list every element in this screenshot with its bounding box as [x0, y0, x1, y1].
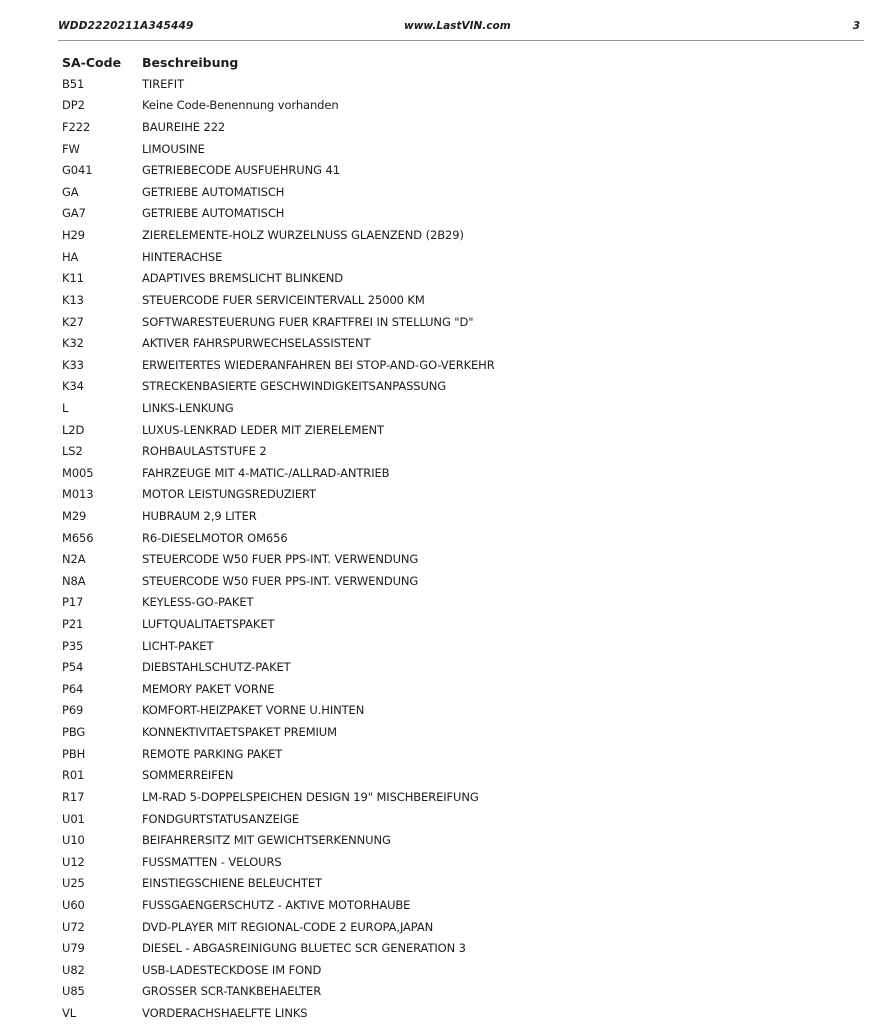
table-row — [62, 311, 842, 333]
description-cell: MOTOR LEISTUNGSREDUZIERT — [142, 487, 316, 502]
sa-code-cell: HA — [62, 249, 79, 264]
table-row — [62, 397, 842, 419]
table-row — [62, 289, 842, 311]
sa-code-cell: P64 — [62, 681, 84, 696]
table-row — [62, 592, 842, 614]
description-cell: STEUERCODE W50 FUER PPS-INT. VERWENDUNG — [142, 552, 419, 567]
table-row — [62, 376, 842, 398]
sa-code-cell: U72 — [62, 919, 85, 934]
table-row — [62, 203, 842, 225]
sa-code-cell: H29 — [62, 228, 85, 243]
table-row — [62, 678, 842, 700]
description-cell: FUSSMATTEN - VELOURS — [142, 854, 282, 869]
table-row — [62, 95, 842, 117]
sa-code-cell: U01 — [62, 811, 85, 826]
sa-code-cell: U79 — [62, 941, 85, 956]
description-cell: LUFTQUALITAETSPAKET — [142, 617, 275, 632]
sa-code-cell: U85 — [62, 984, 85, 999]
site-url: www.LastVIN.com — [404, 20, 511, 32]
table-row — [62, 527, 842, 549]
description-cell: GROSSER SCR-TANKBEHAELTER — [142, 984, 322, 999]
description-cell: DIEBSTAHLSCHUTZ-PAKET — [142, 660, 291, 675]
sa-code-cell: K13 — [62, 292, 84, 307]
table-row — [62, 613, 842, 635]
description-cell: HUBRAUM 2,9 LITER — [142, 508, 257, 523]
description-cell: SOFTWARESTEUERUNG FUER KRAFTFREI IN STELLUNG "D" — [142, 314, 474, 329]
description-cell: HINTERACHSE — [142, 249, 223, 264]
sa-code-cell: M29 — [62, 508, 87, 523]
sa-code-table — [62, 52, 842, 1024]
sa-code-cell: U60 — [62, 897, 85, 912]
description-cell: STRECKENBASIERTE GESCHWINDIGKEITSANPASSUNG — [142, 379, 447, 394]
description-cell: STEUERCODE W50 FUER PPS-INT. VERWENDUNG — [142, 573, 419, 588]
table-row — [62, 116, 842, 138]
description-cell: ERWEITERTES WIEDERANFAHREN BEI STOP-AND-GO-VERKEHR — [142, 357, 495, 372]
description-cell: GETRIEBE AUTOMATISCH — [142, 184, 285, 199]
table-row — [62, 765, 842, 787]
table-row — [62, 721, 842, 743]
table-row — [62, 332, 842, 354]
table-row — [62, 981, 842, 1003]
sa-code-cell: GA — [62, 184, 79, 199]
description-cell: MEMORY PAKET VORNE — [142, 681, 275, 696]
table-row — [62, 159, 842, 181]
sa-code-cell: DP2 — [62, 98, 85, 113]
sa-code-cell: U82 — [62, 962, 85, 977]
sa-code-cell: PBG — [62, 725, 86, 740]
table-row — [62, 181, 842, 203]
table-row — [62, 73, 842, 95]
table-row — [62, 808, 842, 830]
table-row — [62, 937, 842, 959]
sa-code-cell: M005 — [62, 465, 94, 480]
description-cell: GETRIEBECODE AUSFUEHRUNG 41 — [142, 163, 340, 178]
description-cell: SOMMERREIFEN — [142, 768, 234, 783]
description-cell: FONDGURTSTATUSANZEIGE — [142, 811, 300, 826]
table-row — [62, 484, 842, 506]
table-row — [62, 829, 842, 851]
description-cell: Keine Code-Benennung vorhanden — [142, 98, 339, 113]
table-row — [62, 138, 842, 160]
sa-code-cell: F222 — [62, 120, 91, 135]
description-cell: REMOTE PARKING PAKET — [142, 746, 283, 761]
description-cell: AKTIVER FAHRSPURWECHSELASSISTENT — [142, 336, 371, 351]
sa-code-cell: L2D — [62, 422, 85, 437]
sa-code-cell: PBH — [62, 746, 86, 761]
description-cell: FUSSGAENGERSCHUTZ - AKTIVE MOTORHAUBE — [142, 897, 411, 912]
sa-code-cell: U10 — [62, 833, 85, 848]
table-row — [62, 959, 842, 981]
sa-code-cell: R01 — [62, 768, 85, 783]
table-row — [62, 419, 842, 441]
sa-code-cell: N8A — [62, 573, 86, 588]
description-cell: ZIERELEMENTE-HOLZ WURZELNUSS GLAENZEND (2B29) — [142, 228, 464, 243]
sa-code-cell: P54 — [62, 660, 84, 675]
description-cell: DIESEL - ABGASREINIGUNG BLUETEC SCR GENERATION 3 — [142, 941, 466, 956]
sa-code-cell: P35 — [62, 638, 84, 653]
description-cell: LUXUS-LENKRAD LEDER MIT ZIERELEMENT — [142, 422, 384, 437]
vin-number: WDD2220211A345449 — [58, 20, 194, 32]
description-cell: KONNEKTIVITAETSPAKET PREMIUM — [142, 725, 337, 740]
description-cell: LINKS-LENKUNG — [142, 400, 234, 415]
sa-code-cell: LS2 — [62, 444, 83, 459]
page-number: 3 — [852, 20, 860, 32]
table-row — [62, 440, 842, 462]
sa-code-cell: K34 — [62, 379, 84, 394]
sa-code-cell: M656 — [62, 530, 94, 545]
column-header-code: SA-Code — [62, 55, 122, 70]
page-header — [58, 18, 864, 41]
table-row — [62, 246, 842, 268]
description-cell: LICHT-PAKET — [142, 638, 214, 653]
description-cell: BAUREIHE 222 — [142, 120, 226, 135]
table-row — [62, 505, 842, 527]
sa-code-cell: U25 — [62, 876, 85, 891]
description-cell: TIREFIT — [142, 76, 185, 91]
table-header — [62, 52, 842, 73]
sa-code-cell: K11 — [62, 271, 84, 286]
description-cell: EINSTIEGSCHIENE BELEUCHTET — [142, 876, 322, 891]
table-row — [62, 267, 842, 289]
sa-code-cell: M013 — [62, 487, 94, 502]
sa-code-cell: G041 — [62, 163, 93, 178]
description-cell: BEIFAHRERSITZ MIT GEWICHTSERKENNUNG — [142, 833, 391, 848]
table-row — [62, 548, 842, 570]
table-row — [62, 462, 842, 484]
table-row — [62, 700, 842, 722]
sa-code-cell: GA7 — [62, 206, 86, 221]
sa-code-cell: L — [62, 400, 69, 415]
sa-code-cell: K27 — [62, 314, 84, 329]
description-cell: ADAPTIVES BREMSLICHT BLINKEND — [142, 271, 344, 286]
description-cell: KOMFORT-HEIZPAKET VORNE U.HINTEN — [142, 703, 365, 718]
sa-code-cell: R17 — [62, 789, 85, 804]
table-row — [62, 354, 842, 376]
table-row — [62, 570, 842, 592]
table-row — [62, 873, 842, 895]
column-header-description: Beschreibung — [142, 55, 239, 70]
sa-code-cell: K32 — [62, 336, 84, 351]
sa-code-cell: N2A — [62, 552, 86, 567]
table-row — [62, 894, 842, 916]
table-row — [62, 1002, 842, 1024]
sa-code-cell: B51 — [62, 76, 85, 91]
table-body — [62, 73, 842, 1024]
description-cell: GETRIEBE AUTOMATISCH — [142, 206, 285, 221]
table-row — [62, 743, 842, 765]
table-row — [62, 916, 842, 938]
sa-code-cell: P21 — [62, 617, 84, 632]
sa-code-cell: P17 — [62, 595, 84, 610]
sa-code-cell: U12 — [62, 854, 85, 869]
table-row — [62, 656, 842, 678]
description-cell: LIMOUSINE — [142, 141, 205, 156]
description-cell: STEUERCODE FUER SERVICEINTERVALL 25000 KM — [142, 292, 425, 307]
description-cell: KEYLESS-GO-PAKET — [142, 595, 254, 610]
description-cell: USB-LADESTECKDOSE IM FOND — [142, 962, 322, 977]
description-cell: R6-DIESELMOTOR OM656 — [142, 530, 288, 545]
description-cell: LM-RAD 5-DOPPELSPEICHEN DESIGN 19" MISCHBEREIFUNG — [142, 789, 479, 804]
table-row — [62, 224, 842, 246]
description-cell: ROHBAULASTSTUFE 2 — [142, 444, 267, 459]
table-row — [62, 635, 842, 657]
sa-code-cell: FW — [62, 141, 80, 156]
description-cell: VORDERACHSHAELFTE LINKS — [142, 1006, 308, 1020]
description-cell: FAHRZEUGE MIT 4-MATIC-/ALLRAD-ANTRIEB — [142, 465, 390, 480]
description-cell: DVD-PLAYER MIT REGIONAL-CODE 2 EUROPA,JAPAN — [142, 919, 434, 934]
sa-code-cell: P69 — [62, 703, 84, 718]
sa-code-cell: VL — [62, 1006, 77, 1020]
table-row — [62, 851, 842, 873]
sa-code-cell: K33 — [62, 357, 84, 372]
table-row — [62, 786, 842, 808]
